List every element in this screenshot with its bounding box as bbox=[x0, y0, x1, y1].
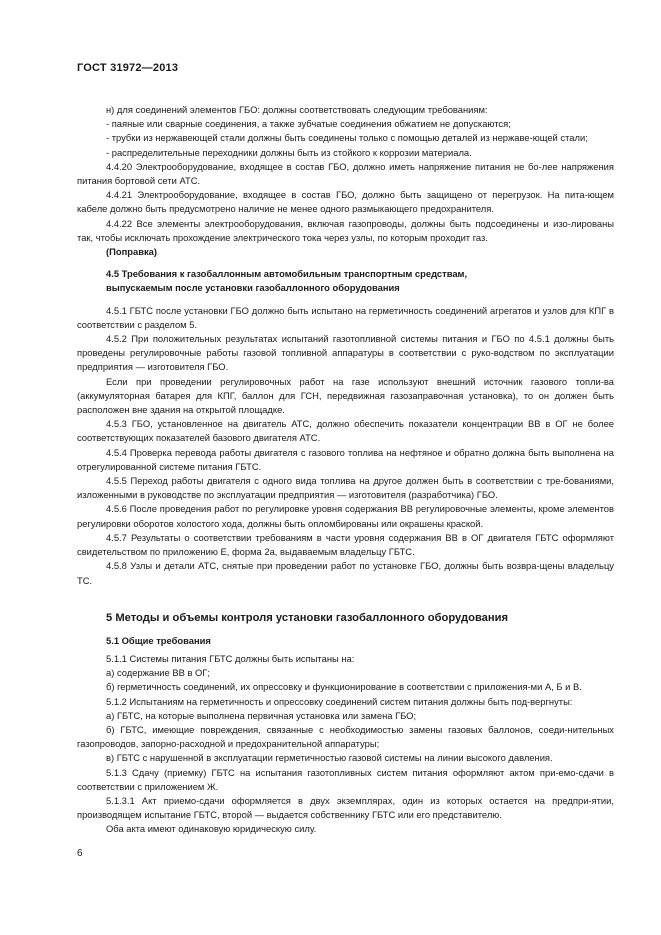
amendment-note: (Поправка) bbox=[106, 246, 157, 258]
paragraph: 4.5.1 ГБТС после установки ГБО должно быть испытано на герметичность соединений агрегатов и узлов для КПГ в соответствии с разделом 5. bbox=[77, 304, 614, 330]
paragraph: 5.1.2 Испытаниям на герметичность и опрессовку соединений систем питания должны быть под-вергнуты: bbox=[106, 695, 573, 707]
paragraph: 4.5.8 Узлы и детали АТС, снятые при проведении работ по установке ГБО, должны быть возвра-щены владельцу ТС. bbox=[77, 560, 614, 586]
paragraph: 4.4.22 Все элементы электрооборудования, включая газопроводы, должны быть подсоединены и изо-лированы так, чтобы исключать прохождение электрического тока через узлы, по которым проходит газ. bbox=[77, 217, 614, 243]
paragraph: 5.1.1 Системы питания ГБТС должны быть испытаны на: bbox=[106, 652, 355, 664]
paragraph: 5.1.3.1 Акт приемо-сдачи оформляется в двух экземплярах, один из которых остается на предпри-ятии, производящем испытание ГБТС, второй — выдается собственнику ГБТС или его представителю. bbox=[77, 794, 614, 821]
paragraph: 4.5.6 После проведения работ по регулировке уровня содержания ВВ регулировочные элементы, кроме элементов регулировки оборотов холостого хода, должны быть опломбированы или окрашены краской. bbox=[77, 503, 614, 529]
paragraph: 4.5.3 ГБО, установленное на двигатель АТС, должно обеспечить показатели концентрации ВВ в ОГ не более соответствующих показателей базового двигателя АТС. bbox=[77, 418, 614, 444]
subsection-5-1-title: 5.1 Общие требования bbox=[106, 634, 211, 646]
heading-line: 4.5 Требования к газобаллонным автомобильным транспортным средствам, bbox=[106, 268, 468, 280]
paragraph: в) ГБТС с нарушенной в эксплуатации герметичностью газовой системы на линии высокого давления. bbox=[106, 752, 553, 764]
section-4-5-heading bbox=[77, 267, 614, 295]
paragraph: Если при проведении регулировочных работ на газе используют внешний источник газового топли-ва (аккумуляторная батарея для КПГ, баллон для ГСН, передвижная газозаправочная установка), то он должен быть расположен вне здания на открытой площадке. bbox=[77, 375, 614, 416]
paragraph: б) ГБТС, имеющие повреждения, связанные с необходимостью замены газовых баллонов, соеди-нительных газопроводов, запорно-расходной и предохранительной аппаратуры; bbox=[77, 723, 614, 750]
paragraph: 4.5.5 Переход работы двигателя с одного вида топлива на другое должен быть в соответствии с тре-бованиями, изложенными в руководстве по эксплуатации предприятия — изготовителя (разработчика) ГБО. bbox=[77, 475, 614, 501]
paragraph: Оба акта имеют одинаковую юридическую силу. bbox=[106, 823, 317, 835]
paragraph: 5.1.3 Сдачу (приемку) ГБТС на испытания газотопливных систем питания оформляют актом при-емо-сдачи в соответствии с приложением Ж. bbox=[77, 766, 614, 792]
paragraph: н) для соединений элементов ГБО: должны соответствовать следующим требованиям: bbox=[106, 104, 488, 115]
paragraph: 4.5.2 При положительных результатах испытаний газотопливной системы питания и ГБО по 4.5.1 должны быть проведены регулировочные работы газовой топливной аппаратуры в соответствии с руко-водством по эксплуатации предприятия — изготовителя ГБО. bbox=[77, 333, 614, 373]
document-code-header: ГОСТ 31972—2013 bbox=[77, 62, 179, 74]
page-number: 6 bbox=[77, 848, 83, 859]
paragraph: а) ГБТС, на которые выполнена первичная установка или замена ГБО; bbox=[106, 709, 417, 721]
paragraph: а) содержание ВВ в ОГ; bbox=[106, 667, 211, 679]
paragraph: - трубки из нержавеющей стали должны быть соединены только с помощью деталей из нержаве-ющей стали; bbox=[106, 132, 588, 144]
paragraph: 4.4.20 Электрооборудование, входящее в состав ГБО, должно иметь напряжение питания не бо-лее напряжения питания бортовой сети АТС. bbox=[77, 160, 614, 187]
paragraph: - паяные или сварные соединения, а также зубчатые соединения обжатием не допускаются; bbox=[106, 118, 511, 130]
paragraph: 4.5.4 Проверка перевода работы двигателя с газового топлива на нефтяное и обратно должна быть выполнена на отрегулированной системе питания ГБТС. bbox=[77, 446, 614, 472]
paragraph: - распределительные переходники должны быть из стойкого к коррозии материала. bbox=[106, 146, 472, 158]
heading-line: выпускаемым после установки газобаллонного оборудования bbox=[106, 282, 400, 294]
section-5-title: 5 Методы и объемы контроля установки газобаллонного оборудования bbox=[106, 611, 509, 624]
paragraph: 4.4.21 Электрооборудование, входящее в состав ГБО, должно быть защищено от перегрузок. На пита-ющем кабеле должно быть предусмотрено наличие не менее одного размыкающего предохранителя. bbox=[77, 189, 614, 215]
paragraph: б) герметичность соединений, их опрессовку и функционирование в соответствии с приложения-ми А, Б и В. bbox=[106, 681, 582, 693]
paragraph: 4.5.7 Результаты о соответствии требованиям в части уровня содержания ВВ в ОГ двигателя ГБТС оформляют свидетельством по приложению Е, форма 2а, выдаваемым владельцу ГБТС. bbox=[77, 531, 614, 558]
page-body bbox=[77, 103, 614, 837]
